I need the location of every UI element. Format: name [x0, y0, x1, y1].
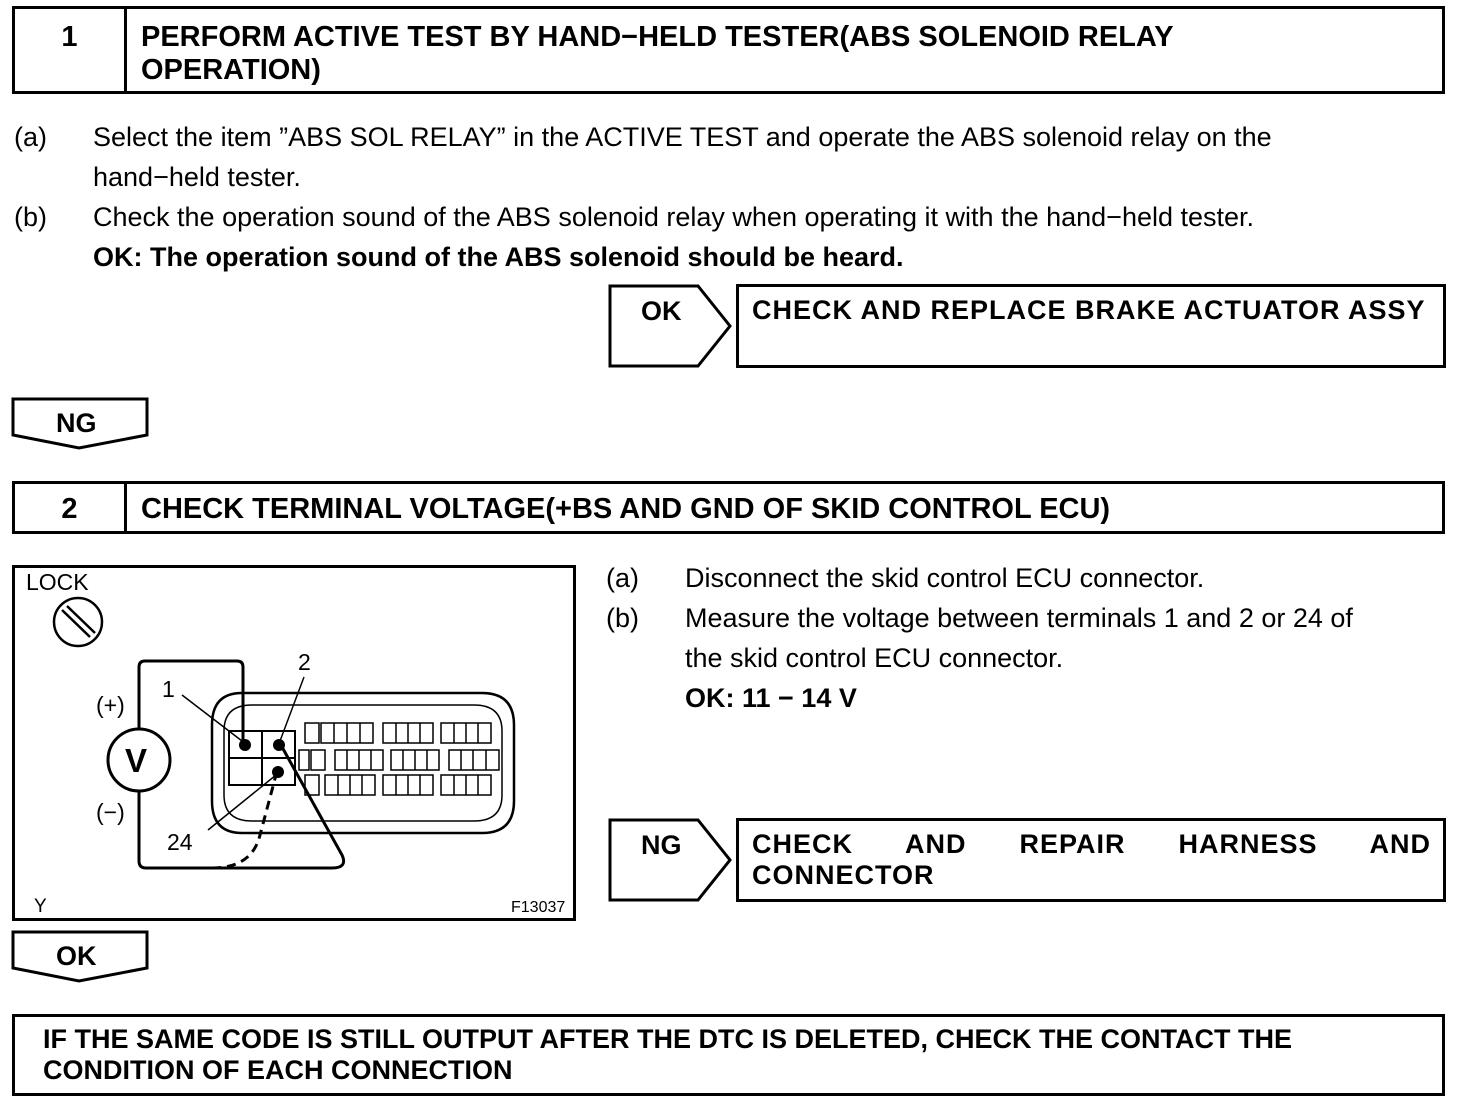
- step-1-ng-tag: NG: [56, 408, 97, 438]
- step-2-item-b-text: [685, 598, 1446, 718]
- step-1-item-b-label: (b): [14, 202, 47, 232]
- plus-label: (+): [96, 692, 125, 718]
- step-2-item-a-text: Disconnect the skid control ECU connector.: [685, 563, 1205, 593]
- step-1-item-a-text: [93, 117, 1446, 197]
- step-2-item-b-label: (b): [606, 603, 639, 633]
- step-2-ng-arrow: [608, 818, 734, 902]
- step-1-item-b: [14, 197, 1446, 277]
- step-2-item-a-label: (a): [606, 563, 639, 593]
- step-1-title-line1: PERFORM ACTIVE TEST BY HAND−HELD TESTER(ABS SOLENOID RELAY: [141, 21, 1174, 53]
- step-1-header: [12, 6, 1445, 94]
- terminal-1-label: 1: [162, 676, 175, 702]
- step-2-ok-spec: OK: 11 − 14 V: [685, 683, 857, 713]
- step-1-title-line2: OPERATION): [141, 54, 321, 86]
- step-1-item-b-text: [93, 197, 1446, 277]
- step-1-item-a-line1: Select the item ”ABS SOL RELAY” in the ACTIVE TEST and operate the ABS solenoid relay on the: [93, 122, 1272, 152]
- step-1-ok-arrow: [608, 284, 734, 368]
- step-2-ng-tag: NG: [641, 830, 682, 860]
- step-2-title: CHECK TERMINAL VOLTAGE(+BS AND GND OF SKID CONTROL ECU): [141, 493, 1111, 525]
- step-1-number: 1: [15, 9, 127, 91]
- step-2-item-b: [606, 598, 1446, 718]
- step-1-title: [127, 9, 1442, 91]
- voltmeter-label: V: [125, 742, 148, 779]
- figure-corner-code: Y: [34, 896, 47, 917]
- final-note: IF THE SAME CODE IS STILL OUTPUT AFTER THE DTC IS DELETED, CHECK THE CONTACT THE CONDITION OF EACH CONNECTION: [12, 1014, 1445, 1096]
- connector-figure: [12, 565, 578, 923]
- step-2-ng-action: CHECK AND REPAIR HARNESS AND CONNECTOR: [736, 818, 1446, 902]
- step-2-number: 2: [15, 484, 127, 531]
- step-1-ok-action: CHECK AND REPLACE BRAKE ACTUATOR ASSY: [736, 284, 1446, 368]
- figure-id: F13037: [511, 899, 566, 916]
- step-1-item-a-label: (a): [14, 122, 47, 152]
- step-1-item-a-line2: hand−held tester.: [93, 162, 301, 192]
- minus-label: (−): [96, 799, 125, 825]
- step-2-item-b-line1: Measure the voltage between terminals 1 and 2 or 24 of: [685, 603, 1353, 633]
- terminal-2-label: 2: [298, 649, 311, 675]
- step-2-header: [12, 481, 1445, 534]
- step-1-ok-tag: OK: [641, 296, 682, 326]
- step-2-ok-tag: OK: [56, 941, 97, 971]
- step-2-item-a: [606, 558, 1446, 598]
- lock-label: LOCK: [26, 569, 89, 595]
- step-1-item-a: [14, 117, 1446, 197]
- step-1-item-b-line1: Check the operation sound of the ABS solenoid relay when operating it with the hand−held tester.: [93, 202, 1255, 232]
- step-1-ng-arrow: [11, 397, 151, 451]
- step-2-ok-arrow: [11, 930, 151, 984]
- terminal-24-label: 24: [167, 829, 193, 855]
- step-2-item-b-line2: the skid control ECU connector.: [685, 643, 1064, 673]
- step-1-ok-spec: OK: The operation sound of the ABS solenoid should be heard.: [93, 242, 904, 272]
